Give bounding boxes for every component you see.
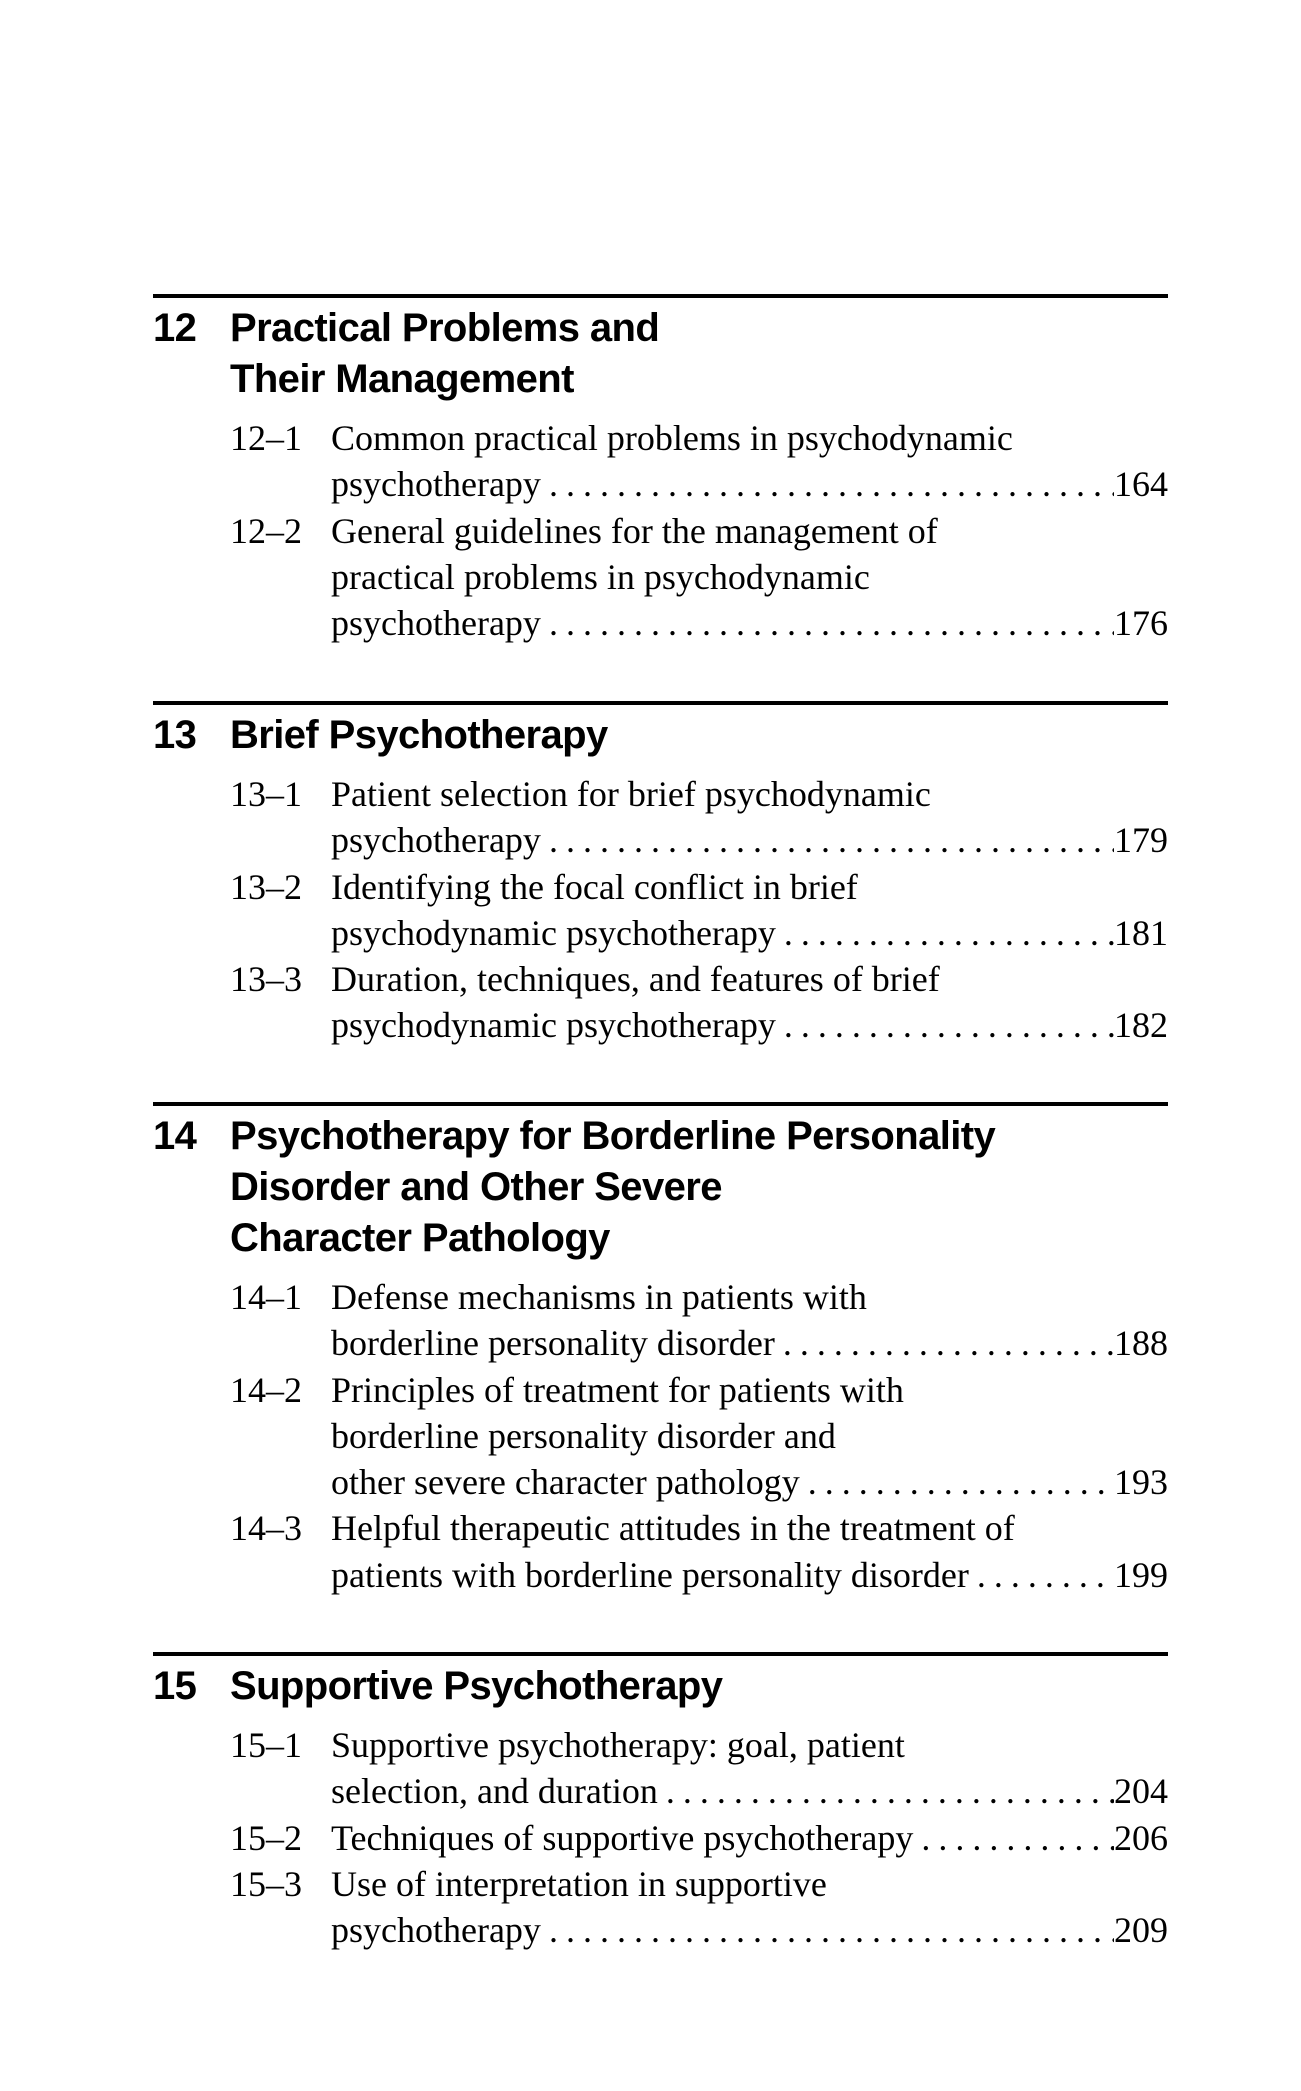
entry-number: 13–2 <box>230 866 302 907</box>
chapter-heading <box>153 710 1168 761</box>
entry-list <box>153 771 1168 1049</box>
toc-section <box>153 1652 1168 1953</box>
chapter-number: 12 <box>153 306 197 350</box>
toc-entry[interactable] <box>153 1722 1168 1815</box>
entry-title-line: psychodynamic psychotherapy <box>331 912 776 953</box>
entry-number: 14–3 <box>230 1508 302 1549</box>
entry-number: 15–2 <box>230 1817 302 1858</box>
entry-title-line: Use of interpretation in supportive <box>331 1863 827 1904</box>
entry-title-line: Supportive psychotherapy: goal, patient <box>331 1725 905 1765</box>
dot-leader <box>658 1768 1114 1814</box>
entry-title-line: Patient selection for brief psychodynamic <box>331 774 931 814</box>
entry-last-line <box>331 1815 1168 1861</box>
entry-last-line <box>331 600 1168 646</box>
entry-title-line: psychotherapy <box>331 603 541 644</box>
page-number: 206 <box>1114 1817 1168 1858</box>
chapter-heading <box>153 1111 1168 1264</box>
chapter-title-line: Character Pathology <box>230 1216 610 1260</box>
toc-entry[interactable] <box>153 508 1168 647</box>
chapter-title <box>230 1661 1168 1712</box>
page-number: 209 <box>1114 1910 1168 1951</box>
entry-last-line <box>331 1907 1168 1953</box>
toc-entry[interactable] <box>153 771 1168 864</box>
chapter-heading <box>153 303 1168 405</box>
entry-last-line <box>331 817 1168 863</box>
dot-leader <box>776 1002 1114 1048</box>
page-number: 164 <box>1114 464 1168 505</box>
entry-title-line: practical problems in psychodynamic <box>331 556 870 597</box>
toc-section <box>153 701 1168 1049</box>
dot-leader <box>969 1552 1114 1598</box>
entry-number: 14–2 <box>230 1369 302 1410</box>
section-rule <box>153 1652 1168 1656</box>
toc-entry[interactable] <box>153 1815 1168 1861</box>
chapter-title <box>230 710 1168 761</box>
entry-title-line: Helpful therapeutic attitudes in the treatment of <box>331 1508 1015 1549</box>
entry-last-line <box>331 1459 1168 1505</box>
section-rule <box>153 294 1168 298</box>
page-number: 199 <box>1114 1554 1168 1595</box>
toc-section <box>153 294 1168 646</box>
entry-last-line <box>331 910 1168 956</box>
page-number: 176 <box>1114 603 1168 644</box>
entry-last-line <box>331 1768 1168 1814</box>
section-rule <box>153 1102 1168 1106</box>
entry-last-line <box>331 1002 1168 1048</box>
entry-last-line <box>331 1320 1168 1366</box>
entry-title-line: psychodynamic psychotherapy <box>331 1005 776 1046</box>
entry-title-line: borderline personality disorder and <box>331 1415 836 1456</box>
entry-list <box>153 1274 1168 1598</box>
entry-number: 12–2 <box>230 510 302 551</box>
dot-leader <box>776 910 1114 956</box>
dot-leader <box>541 461 1114 507</box>
entry-title-line: psychotherapy <box>331 820 541 861</box>
chapter-title-line: Psychotherapy for Borderline Personality <box>230 1114 996 1158</box>
toc-section <box>153 1102 1168 1598</box>
entry-title-line: Duration, techniques, and features of brief <box>331 959 940 1000</box>
dot-leader <box>541 817 1114 863</box>
toc-entry[interactable] <box>153 864 1168 957</box>
toc-entry[interactable] <box>153 415 1168 508</box>
entry-title-line: General guidelines for the management of <box>331 510 938 551</box>
entry-title-line: Principles of treatment for patients with <box>331 1369 904 1410</box>
entry-number: 12–1 <box>230 418 302 458</box>
toc-entry[interactable] <box>153 1367 1168 1506</box>
entry-title-line: selection, and duration <box>331 1771 658 1812</box>
entry-last-line <box>331 461 1168 507</box>
entry-number: 13–1 <box>230 774 302 814</box>
chapter-title-line: Brief Psychotherapy <box>230 713 608 757</box>
page-number: 182 <box>1114 1005 1168 1046</box>
entry-title-line: patients with borderline personality disorder <box>331 1554 969 1595</box>
chapter-number: 13 <box>153 713 197 757</box>
chapter-number: 15 <box>153 1664 197 1708</box>
toc-entry[interactable] <box>153 1861 1168 1954</box>
page-number: 204 <box>1114 1771 1168 1812</box>
chapter-number: 14 <box>153 1114 197 1158</box>
entry-number: 15–1 <box>230 1725 302 1765</box>
chapter-title-line: Disorder and Other Severe <box>230 1165 722 1209</box>
entry-number: 15–3 <box>230 1863 302 1904</box>
page-number: 188 <box>1114 1323 1168 1364</box>
entry-title-line: borderline personality disorder <box>331 1323 775 1364</box>
entry-title-line: psychotherapy <box>331 1910 541 1951</box>
chapter-title <box>230 303 1168 405</box>
page-number: 181 <box>1114 912 1168 953</box>
chapter-title-line: Practical Problems and <box>230 306 660 350</box>
dot-leader <box>541 600 1114 646</box>
entry-title-line: Techniques of supportive psychotherapy <box>331 1817 914 1858</box>
entry-title-line: Defense mechanisms in patients with <box>331 1277 867 1317</box>
entry-title-line: psychotherapy <box>331 464 541 505</box>
entry-last-line <box>331 1552 1168 1598</box>
chapter-title-line: Supportive Psychotherapy <box>230 1664 723 1708</box>
entry-number: 13–3 <box>230 959 302 1000</box>
chapter-heading <box>153 1661 1168 1712</box>
page-number: 179 <box>1114 820 1168 861</box>
toc-entry[interactable] <box>153 1274 1168 1367</box>
entry-title-line: Identifying the focal conflict in brief <box>331 866 858 907</box>
dot-leader <box>913 1815 1114 1861</box>
dot-leader <box>775 1320 1114 1366</box>
entry-list <box>153 415 1168 646</box>
entry-number: 14–1 <box>230 1277 302 1317</box>
entry-list <box>153 1722 1168 1953</box>
page-number: 193 <box>1114 1462 1168 1503</box>
toc-entry[interactable] <box>153 956 1168 1049</box>
dot-leader <box>541 1907 1114 1953</box>
section-rule <box>153 701 1168 705</box>
chapter-title-line: Their Management <box>230 357 574 401</box>
chapter-title <box>230 1111 1168 1264</box>
entry-title-line: other severe character pathology <box>331 1462 800 1503</box>
entry-title-line: Common practical problems in psychodynamic <box>331 418 1013 458</box>
toc-entry[interactable] <box>153 1505 1168 1598</box>
dot-leader <box>800 1459 1114 1505</box>
